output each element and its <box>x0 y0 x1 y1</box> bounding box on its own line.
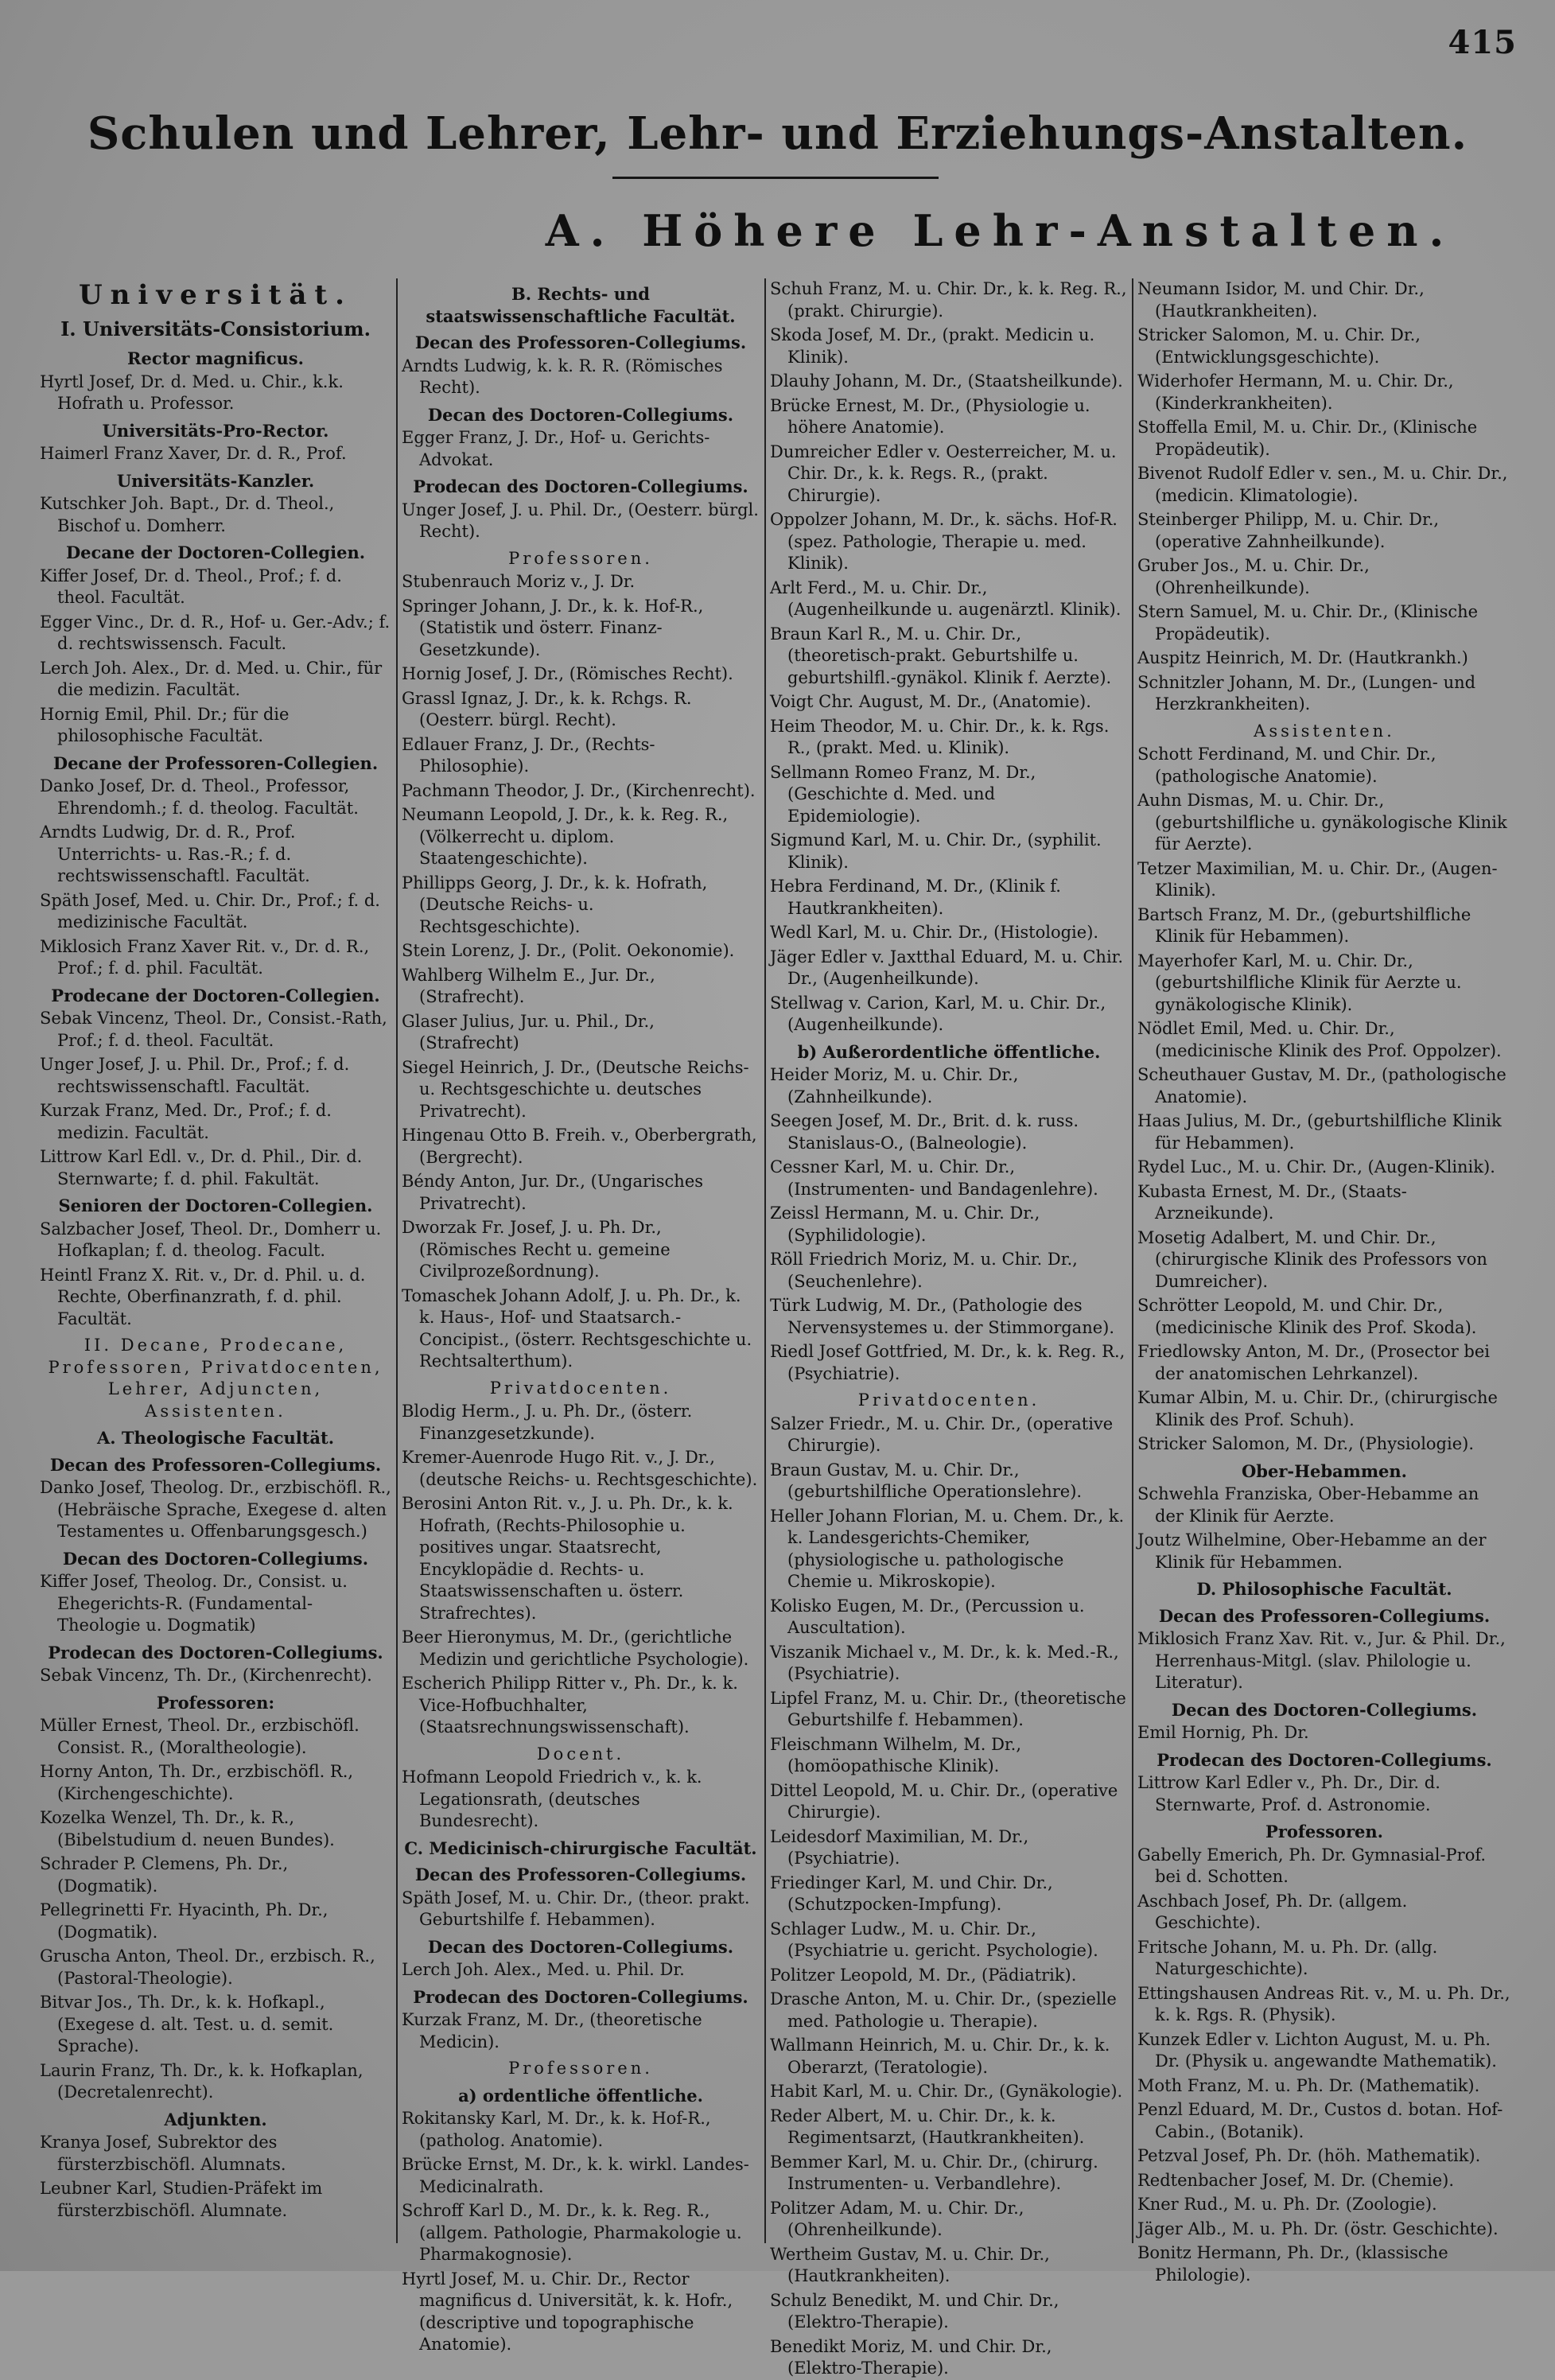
list-item: Salzbacher Josef, Theol. Dr., Domherr u. Hofkaplan; f. d. theolog. Facult. <box>40 1219 382 1260</box>
section-heading: Decan des Professoren-Collegiums. <box>1158 1605 1491 1626</box>
list-item: Dumreicher Edler v. Oesterreicher, M. u. Chir. Dr., k. k. Regs. R., (prakt. Chirurgie). <box>770 441 1117 505</box>
list-item: Heider Moriz, M. u. Chir. Dr., (Zahnheilkunde). <box>770 1065 1019 1106</box>
list-item: Joutz Wilhelmine, Ober-Hebamme an der Klinik für Hebammen. <box>1137 1530 1487 1572</box>
section-heading: Universitäts-Kanzler. <box>116 470 315 491</box>
list-item: Jäger Edler v. Jaxtthal Eduard, M. u. Chir. Dr., (Augenheilkunde). <box>770 947 1124 988</box>
list-item: Blodig Herm., J. u. Ph. Dr., (österr. Finanzgesetzkunde). <box>402 1402 693 1443</box>
list-item: Skoda Josef, M. Dr., (prakt. Medicin u. Klinik). <box>770 325 1095 367</box>
list-item: Oppolzer Johann, M. Dr., k. sächs. Hof-R. (spez. Pathologie, Therapie u. med. Klinik). <box>770 510 1118 573</box>
column-divider <box>396 278 398 2243</box>
section-heading: D. Philosophische Facultät. <box>1196 1579 1452 1599</box>
list-item: Politzer Adam, M. u. Chir. Dr., (Ohrenheilkunde). <box>770 2198 1024 2239</box>
section-heading: Decane der Doctoren-Collegien. <box>65 542 366 562</box>
list-item: Hofmann Leopold Friedrich v., k. k. Legationsrath, (deutsches Bundesrecht). <box>402 1768 702 1830</box>
list-item: Sigmund Karl, M. u. Chir. Dr., (syphilit. Klinik). <box>770 830 1102 872</box>
list-item: Dlauhy Johann, M. Dr., (Staatsheilkunde). <box>770 371 1123 391</box>
list-item: Tetzer Maximilian, M. u. Chir. Dr., (Augen-Klinik). <box>1137 858 1498 900</box>
list-item: Mosetig Adalbert, M. und Chir. Dr., (chirurgische Klinik des Professors von Dumreicher). <box>1137 1227 1487 1291</box>
list-item: Salzer Friedr., M. u. Chir. Dr., (operative Chirurgie). <box>770 1414 1114 1455</box>
list-item: Berosini Anton Rit. v., J. u. Ph. Dr., k. k. Hofrath, (Rechts-Philosophie u. positives ungar. Staatsrecht, Encyklopädie d. Rechts- u. Staatswissenschaften u. österr. Strafrechtes). <box>402 1494 733 1623</box>
list-item: Gabelly Emerich, Ph. Dr. Gymnasial-Prof. bei d. Schotten. <box>1137 1845 1487 1886</box>
list-item: Heim Theodor, M. u. Chir. Dr., k. k. Rgs. R., (prakt. Med. u. Klinik). <box>770 716 1110 757</box>
list-item: Schrötter Leopold, M. und Chir. Dr., (medicinische Klinik des Prof. Skoda). <box>1137 1296 1477 1337</box>
list-item: Grassl Ignaz, J. Dr., k. k. Rchgs. R. (Oesterr. bürgl. Recht). <box>402 688 692 729</box>
list-item: Brücke Ernest, M. Dr., (Physiologie u. höhere Anatomie). <box>770 395 1090 437</box>
list-item: Kiffer Josef, Dr. d. Theol., Prof.; f. d. theol. Facultät. <box>40 566 342 607</box>
spaced-heading: II. Decane, Prodecane, Professoren, Privatdocenten, Lehrer, Adjuncten, Assistenten. <box>48 1336 383 1421</box>
column-1 <box>40 278 391 2251</box>
entry-list <box>40 348 391 2222</box>
list-item: Wertheim Gustav, M. u. Chir. Dr., (Hautkrankheiten). <box>770 2244 1050 2285</box>
list-item: Friedlowsky Anton, M. Dr., (Prosector bei der anatomischen Lehrkanzel). <box>1137 1342 1491 1383</box>
section-heading: Decan des Doctoren-Collegiums. <box>62 1548 369 1569</box>
section-heading: Ober-Hebammen. <box>1242 1460 1407 1481</box>
list-item: Unger Josef, J. u. Phil. Dr., (Oesterr. bürgl. Recht). <box>402 500 759 541</box>
list-item: Sebak Vincenz, Theol. Dr., Consist.-Rath, Prof.; f. d. theol. Facultät. <box>40 1009 387 1050</box>
section-heading: Decane der Professoren-Collegien. <box>52 752 379 773</box>
list-item: Moth Franz, M. u. Ph. Dr. (Mathematik). <box>1137 2075 1480 2095</box>
list-item: Penzl Eduard, M. Dr., Custos d. botan. Hof-Cabin., (Botanik). <box>1137 2100 1503 2141</box>
list-item: Türk Ludwig, M. Dr., (Pathologie des Nervensystemes u. der Stimmorgane). <box>770 1296 1115 1337</box>
list-item: Braun Gustav, M. u. Chir. Dr., (geburtshilfliche Operationslehre). <box>770 1460 1083 1501</box>
list-item: Bitvar Jos., Th. Dr., k. k. Hofkapl., (Exegese d. alt. Test. u. d. semit. Sprache). <box>40 1993 334 2055</box>
list-item: Brücke Ernst, M. Dr., k. k. wirkl. Landes-Medicinalrath. <box>402 2155 749 2196</box>
section-heading: Prodecan des Doctoren-Collegiums. <box>413 1986 748 2007</box>
list-item: Schott Ferdinand, M. und Chir. Dr., (pathologische Anatomie). <box>1137 745 1436 786</box>
list-item: Redtenbacher Josef, M. Dr. (Chemie). <box>1137 2170 1455 2190</box>
list-item: Bonitz Hermann, Ph. Dr., (klassische Philologie). <box>1137 2243 1448 2285</box>
section-heading: Prodecan des Doctoren-Collegiums. <box>1157 1749 1492 1770</box>
list-item: Reder Albert, M. u. Chir. Dr., k. k. Regimentsarzt, (Hautkrankheiten). <box>770 2106 1085 2147</box>
list-item: Wallmann Heinrich, M. u. Chir. Dr., k. k. Oberarzt, (Teratologie). <box>770 2036 1110 2077</box>
list-item: Dittel Leopold, M. u. Chir. Dr., (operative Chirurgie). <box>770 1780 1118 1822</box>
list-item: Schrader P. Clemens, Ph. Dr., (Dogmatik). <box>40 1854 289 1896</box>
column-divider <box>1132 278 1133 2243</box>
list-item: Widerhofer Hermann, M. u. Chir. Dr., (Kinderkrankheiten). <box>1137 371 1454 413</box>
entry-list <box>402 283 760 2356</box>
list-item: Kiffer Josef, Theolog. Dr., Consist. u. Ehegerichts-R. (Fundamental-Theologie u. Dogmatik) <box>40 1572 348 1635</box>
list-item: Jäger Alb., M. u. Ph. Dr. (östr. Geschichte). <box>1137 2219 1499 2238</box>
list-item: Stern Samuel, M. u. Chir. Dr., (Klinische Propädeutik). <box>1137 602 1479 644</box>
section-heading: Prodecane der Doctoren-Collegien. <box>51 985 380 1005</box>
list-item: Kubasta Ernest, M. Dr., (Staats-Arzneikunde). <box>1137 1181 1407 1223</box>
list-item: Stellwag v. Carion, Karl, M. u. Chir. Dr., (Augenheilkunde). <box>770 993 1106 1034</box>
list-item: Kranya Josef, Subrektor des fürsterzbischöfl. Alumnats. <box>40 2133 286 2174</box>
section-heading: Universitäts-Pro-Rector. <box>102 420 329 441</box>
list-item: Scheuthauer Gustav, M. Dr., (pathologische Anatomie). <box>1137 1065 1506 1106</box>
list-item: Rokitansky Karl, M. Dr., k. k. Hof-R., (patholog. Anatomie). <box>402 2109 711 2150</box>
list-item: Neumann Isidor, M. und Chir. Dr., (Hautkrankheiten). <box>1137 279 1425 321</box>
list-item: Müller Ernest, Theol. Dr., erzbischöfl. Consist. R., (Moraltheologie). <box>40 1716 360 1757</box>
spaced-heading: Professoren. <box>508 2059 653 2078</box>
list-item: Littrow Karl Edler v., Ph. Dr., Dir. d. Sternwarte, Prof. d. Astronomie. <box>1137 1773 1440 1814</box>
list-item: Miklosich Franz Xav. Rit. v., Jur. & Phil. Dr., Herrenhaus-Mitgl. (slav. Philologie u. Literatur). <box>1137 1629 1506 1692</box>
column-subheading: I. Universitäts-Consistorium. <box>60 317 371 340</box>
subcategory-heading: b) Außerordentliche öffentliche. <box>797 1041 1101 1062</box>
list-item: Ettingshausen Andreas Rit. v., M. u. Ph. Dr., k. k. Rgs. R. (Physik). <box>1137 1983 1510 2024</box>
list-item: Fritsche Johann, M. u. Ph. Dr. (allg. Naturgeschichte). <box>1137 1937 1438 1978</box>
list-item: Neumann Leopold, J. Dr., k. k. Reg. R., (Völkerrecht u. diplom. Staatengeschichte). <box>402 805 729 868</box>
section-heading: B. Rechts- und staatswissenschaftliche Facultät. <box>426 284 736 326</box>
section-heading: Professoren: <box>156 1692 275 1713</box>
list-item: Wedl Karl, M. u. Chir. Dr., (Histologie). <box>770 923 1099 942</box>
list-item: Schroff Karl D., M. Dr., k. k. Reg. R., (allgem. Pathologie, Pharmakologie u. Pharmakognosie). <box>402 2201 742 2264</box>
list-item: Hyrtl Josef, Dr. d. Med. u. Chir., k.k. Hofrath u. Professor. <box>40 371 344 413</box>
list-item: Egger Franz, J. Dr., Hof- u. Gerichts-Advokat. <box>402 428 710 469</box>
list-item: Glaser Julius, Jur. u. Phil., Dr., (Strafrecht) <box>402 1011 655 1052</box>
list-item: Kutschker Joh. Bapt., Dr. d. Theol., Bischof u. Domherr. <box>40 494 335 535</box>
list-item: Petzval Josef, Ph. Dr. (höh. Mathematik). <box>1137 2146 1481 2165</box>
list-item: Lipfel Franz, M. u. Chir. Dr., (theoretische Geburtshilfe f. Hebammen). <box>770 1688 1126 1729</box>
list-item: Heller Johann Florian, M. u. Chem. Dr., k. k. Landesgerichts-Chemiker, (physiologische u. pathologische Chemie u. Mikroskopie). <box>770 1506 1125 1591</box>
list-item: Haas Julius, M. Dr., (geburtshilfliche Klinik für Hebammen). <box>1137 1111 1502 1153</box>
list-item: Miklosich Franz Xaver Rit. v., Dr. d. R., Prof.; f. d. phil. Facultät. <box>40 936 370 978</box>
list-item: Späth Josef, M. u. Chir. Dr., (theor. prakt. Geburtshilfe f. Hebammen). <box>402 1888 750 1929</box>
list-item: Braun Karl R., M. u. Chir. Dr., (theoretisch-prakt. Geburtshilfe u. geburtshilfl.-gynäkol. Klinik f. Aerzte). <box>770 624 1112 687</box>
list-item: Stein Lorenz, J. Dr., (Polit. Oekonomie). <box>402 941 735 960</box>
list-item: Riedl Josef Gottfried, M. Dr., k. k. Reg. R., (Psychiatrie). <box>770 1342 1125 1383</box>
section-heading: A. Theologische Facultät. <box>96 1428 335 1448</box>
list-item: Gruber Jos., M. u. Chir. Dr., (Ohrenheilkunde). <box>1137 556 1370 597</box>
list-item: Schlager Ludw., M. u. Chir. Dr., (Psychiatrie u. gericht. Psychologie). <box>770 1919 1098 1960</box>
list-item: Kurzak Franz, Med. Dr., Prof.; f. d. medizin. Facultät. <box>40 1101 332 1142</box>
column-2 <box>402 278 760 2354</box>
entry-list <box>1137 278 1511 2286</box>
section-heading: Decan des Doctoren-Collegiums. <box>1171 1699 1478 1720</box>
spaced-heading: Professoren. <box>508 548 653 568</box>
list-item: Hingenau Otto B. Freih. v., Oberbergrath, (Bergrecht). <box>402 1126 757 1167</box>
list-item: Auhn Dismas, M. u. Chir. Dr., (geburtshilfliche u. gynäkologische Klinik für Aerzte). <box>1137 791 1507 854</box>
entry-list <box>770 278 1128 2380</box>
list-item: Emil Hornig, Ph. Dr. <box>1137 1723 1309 1742</box>
list-item: Springer Johann, J. Dr., k. k. Hof-R., (Statistik und österr. Finanz-Gesetzkunde). <box>402 596 704 659</box>
list-item: Bivenot Rudolf Edler v. sen., M. u. Chir. Dr., (medicin. Klimatologie). <box>1137 464 1508 505</box>
list-item: Dworzak Fr. Josef, J. u. Ph. Dr., (Römisches Recht u. gemeine Civilprozeßordnung). <box>402 1218 671 1281</box>
spaced-heading: Assistenten. <box>1254 721 1395 741</box>
section-heading: Prodecan des Doctoren-Collegiums. <box>48 1642 383 1662</box>
spaced-heading: Privatdocenten. <box>857 1390 1040 1410</box>
list-item: Arlt Ferd., M. u. Chir. Dr., (Augenheilkunde u. augenärztl. Klinik). <box>770 578 1122 619</box>
column-4 <box>1137 278 1511 2285</box>
section-heading: Professoren. <box>1265 1822 1383 1841</box>
list-item: Röll Friedrich Moriz, M. u. Chir. Dr., (Seuchenlehre). <box>770 1250 1078 1291</box>
list-item: Horny Anton, Th. Dr., erzbischöfl. R., (Kirchengeschichte). <box>40 1762 354 1803</box>
section-heading: C. Medicinisch-chirurgische Facultät. <box>404 1838 757 1858</box>
list-item: Zeissl Hermann, M. u. Chir. Dr., (Syphilidologie). <box>770 1204 1040 1245</box>
column-3 <box>770 278 1128 2378</box>
list-item: Schwehla Franziska, Ober-Hebamme an der Klinik für Aerzte. <box>1137 1484 1479 1526</box>
list-item: Leidesdorf Maximilian, M. Dr., (Psychiatrie). <box>770 1826 1029 1868</box>
list-item: Siegel Heinrich, J. Dr., (Deutsche Reichs- u. Rechtsgeschichte u. deutsches Privatrecht). <box>402 1057 749 1121</box>
list-item: Späth Josef, Med. u. Chir. Dr., Prof.; f. d. medizinische Facultät. <box>40 890 380 931</box>
list-item: Voigt Chr. August, M. Dr., (Anatomie). <box>770 692 1091 711</box>
list-item: Benedikt Moriz, M. und Chir. Dr., (Elektro-Therapie). <box>770 2336 1052 2378</box>
list-item: Kozelka Wenzel, Th. Dr., k. R., (Bibelstudium d. neuen Bundes). <box>40 1808 335 1849</box>
list-item: Kolisko Eugen, M. Dr., (Percussion u. Auscultation). <box>770 1596 1085 1637</box>
list-item: Haimerl Franz Xaver, Dr. d. R., Prof. <box>40 444 347 463</box>
list-item: Sebak Vincenz, Th. Dr., (Kirchenrecht). <box>40 1666 372 1685</box>
section-heading: Decan des Professoren-Collegiums. <box>49 1454 382 1475</box>
list-item: Aschbach Josef, Ph. Dr. (allgem. Geschichte). <box>1137 1891 1408 1932</box>
list-item: Cessner Karl, M. u. Chir. Dr., (Instrumenten- und Bandagenlehre). <box>770 1157 1098 1199</box>
list-item: Stricker Salomon, M. u. Chir. Dr., (Entwicklungsgeschichte). <box>1137 325 1421 367</box>
list-item: Fleischmann Wilhelm, M. Dr., (homöopathische Klinik). <box>770 1734 1022 1775</box>
section-heading: Senioren der Doctoren-Collegien. <box>58 1196 373 1215</box>
list-item: Edlauer Franz, J. Dr., (Rechts-Philosophie). <box>402 734 655 776</box>
section-heading: Prodecan des Doctoren-Collegiums. <box>413 476 748 496</box>
list-item: Schuh Franz, M. u. Chir. Dr., k. k. Reg. R., (prakt. Chirurgie). <box>770 279 1127 321</box>
list-item: Stubenrauch Moriz v., J. Dr. <box>402 572 636 591</box>
list-item: Danko Josef, Dr. d. Theol., Professor, Ehrendomh.; f. d. theolog. Facultät. <box>40 776 359 818</box>
section-heading: Decan des Doctoren-Collegiums. <box>427 1936 734 1957</box>
section-heading: Decan des Doctoren-Collegiums. <box>427 404 734 425</box>
list-item: Lerch Joh. Alex., Dr. d. Med. u. Chir., für die medizin. Facultät. <box>40 658 383 699</box>
list-item: Leubner Karl, Studien-Präfekt im fürsterzbischöfl. Alumnate. <box>40 2179 323 2220</box>
list-item: Hyrtl Josef, M. u. Chir. Dr., Rector magnificus d. Universität, k. k. Hofr., (descriptive und topographische Anatomie). <box>402 2269 733 2354</box>
section-title: A. Höhere Lehr-Anstalten. <box>545 205 1456 256</box>
list-item: Habit Karl, M. u. Chir. Dr., (Gynäkologie). <box>770 2082 1123 2101</box>
list-item: Lerch Joh. Alex., Med. u. Phil. Dr. <box>402 1960 685 1979</box>
list-item: Heintl Franz X. Rit. v., Dr. d. Phil. u. d. Rechte, Oberfinanzrath, f. d. phil. Facultät. <box>40 1265 366 1328</box>
section-heading: Adjunkten. <box>164 2109 267 2129</box>
list-item: Wahlberg Wilhelm E., Jur. Dr., (Strafrecht). <box>402 965 655 1006</box>
list-item: Drasche Anton, M. u. Chir. Dr., (spezielle med. Pathologie u. Therapie). <box>770 1989 1117 2031</box>
list-item: Arndts Ludwig, Dr. d. R., Prof. Unterrichts- u. Ras.-R.; f. d. rechtswissenschaftl. Facultät. <box>40 822 310 885</box>
list-item: Kner Rud., M. u. Ph. Dr. (Zoologie). <box>1137 2195 1437 2214</box>
list-item: Bemmer Karl, M. u. Chir. Dr., (chirurg. Instrumenten- u. Verbandlehre). <box>770 2152 1098 2193</box>
list-item: Béndy Anton, Jur. Dr., (Ungarisches Privatrecht). <box>402 1172 704 1213</box>
section-heading: Rector magnificus. <box>127 348 304 368</box>
column-divider <box>764 278 766 2243</box>
list-item: Hebra Ferdinand, M. Dr., (Klinik f. Hautkrankheiten). <box>770 877 1061 918</box>
list-item: Friedinger Karl, M. und Chir. Dr., (Schutzpocken-Impfung). <box>770 1872 1053 1914</box>
list-item: Hornig Emil, Phil. Dr.; für die philosophische Facultät. <box>40 704 290 745</box>
title-rule <box>612 177 939 179</box>
list-item: Rydel Luc., M. u. Chir. Dr., (Augen-Klinik). <box>1137 1157 1495 1176</box>
list-item: Arndts Ludwig, k. k. R. R. (Römisches Recht). <box>402 356 723 397</box>
list-item: Gruscha Anton, Theol. Dr., erzbisch. R., (Pastoral-Theologie). <box>40 1946 375 1988</box>
list-item: Kremer-Auenrode Hugo Rit. v., J. Dr., (deutsche Reichs- u. Rechtsgeschichte). <box>402 1448 758 1489</box>
list-item: Pellegrinetti Fr. Hyacinth, Ph. Dr., (Dogmatik). <box>40 1900 328 1942</box>
spaced-heading: Privatdocenten. <box>489 1378 672 1398</box>
page-number: 415 <box>1448 24 1517 61</box>
list-item: Viszanik Michael v., M. Dr., k. k. Med.-R., (Psychiatrie). <box>770 1642 1119 1683</box>
list-item: Schnitzler Johann, M. Dr., (Lungen- und Herzkrankheiten). <box>1137 672 1476 714</box>
list-item: Pachmann Theodor, J. Dr., (Kirchenrecht). <box>402 780 756 800</box>
list-item: Stricker Salomon, M. Dr., (Physiologie). <box>1137 1434 1475 1453</box>
list-item: Phillipps Georg, J. Dr., k. k. Hofrath, (Deutsche Reichs- u. Rechtsgeschichte). <box>402 873 708 936</box>
column-heading: Universität. <box>79 279 352 311</box>
list-item: Schulz Benedikt, M. und Chir. Dr., (Elektro-Therapie). <box>770 2290 1059 2331</box>
list-item: Politzer Leopold, M. Dr., (Pädiatrik). <box>770 1965 1077 1985</box>
page-title: Schulen und Lehrer, Lehr- und Erziehungs-Anstalten. <box>87 107 1468 160</box>
section-heading: Decan des Professoren-Collegiums. <box>414 1865 747 1884</box>
list-item: Unger Josef, J. u. Phil. Dr., Prof.; f. d. rechtswissenschaftl. Facultät. <box>40 1055 350 1096</box>
subcategory-heading: a) ordentliche öffentliche. <box>458 2085 703 2106</box>
list-item: Littrow Karl Edl. v., Dr. d. Phil., Dir. d. Sternwarte; f. d. phil. Fakultät. <box>40 1147 363 1188</box>
list-item: Nödlet Emil, Med. u. Chir. Dr., (medicinische Klinik des Prof. Oppolzer). <box>1137 1019 1502 1060</box>
list-item: Auspitz Heinrich, M. Dr. (Hautkrankh.) <box>1137 648 1468 667</box>
section-heading: Decan des Professoren-Collegiums. <box>414 332 747 352</box>
list-item: Seegen Josef, M. Dr., Brit. d. k. russ. Stanislaus-O., (Balneologie). <box>770 1111 1079 1153</box>
list-item: Mayerhofer Karl, M. u. Chir. Dr., (geburtshilfliche Klinik für Aerzte u. gynäkologische Klinik). <box>1137 951 1462 1014</box>
list-item: Kunzek Edler v. Lichton August, M. u. Ph. Dr. (Physik u. angewandte Mathematik). <box>1137 2029 1497 2071</box>
list-item: Danko Josef, Theolog. Dr., erzbischöfl. R., (Hebräische Sprache, Exegese d. alten Testamentes u. Offenbarungsgesch.) <box>40 1478 391 1541</box>
list-item: Stoffella Emil, M. u. Chir. Dr., (Klinische Propädeutik). <box>1137 418 1478 459</box>
list-item: Hornig Josef, J. Dr., (Römisches Recht). <box>402 664 733 683</box>
list-item: Beer Hieronymus, M. Dr., (gerichtliche Medizin und gerichtliche Psychologie). <box>402 1628 749 1669</box>
list-item: Kumar Albin, M. u. Chir. Dr., (chirurgische Klinik des Prof. Schuh). <box>1137 1388 1498 1429</box>
list-item: Kurzak Franz, M. Dr., (theoretische Medicin). <box>402 2010 702 2051</box>
list-item: Steinberger Philipp, M. u. Chir. Dr., (operative Zahnheilkunde). <box>1137 510 1440 551</box>
list-item: Egger Vinc., Dr. d. R., Hof- u. Ger.-Adv.; f. d. rechtswissensch. Facult. <box>40 612 391 653</box>
list-item: Tomaschek Johann Adolf, J. u. Ph. Dr., k. k. Haus-, Hof- und Staatsarch.-Concipist., (österr. Rechtsgeschichte u. Rechtsalterthum). <box>402 1285 752 1371</box>
list-item: Laurin Franz, Th. Dr., k. k. Hofkaplan, (Decretalenrecht). <box>40 2060 363 2102</box>
list-item: Sellmann Romeo Franz, M. Dr., (Geschichte d. Med. und Epidemiologie). <box>770 762 1036 826</box>
list-item: Bartsch Franz, M. Dr., (geburtshilfliche Klinik für Hebammen). <box>1137 904 1471 946</box>
list-item: Escherich Philipp Ritter v., Ph. Dr., k. k. Vice-Hofbuchhalter, (Staatsrechnungswissenschaft). <box>402 1674 738 1736</box>
spaced-heading: Docent. <box>536 1744 625 1764</box>
